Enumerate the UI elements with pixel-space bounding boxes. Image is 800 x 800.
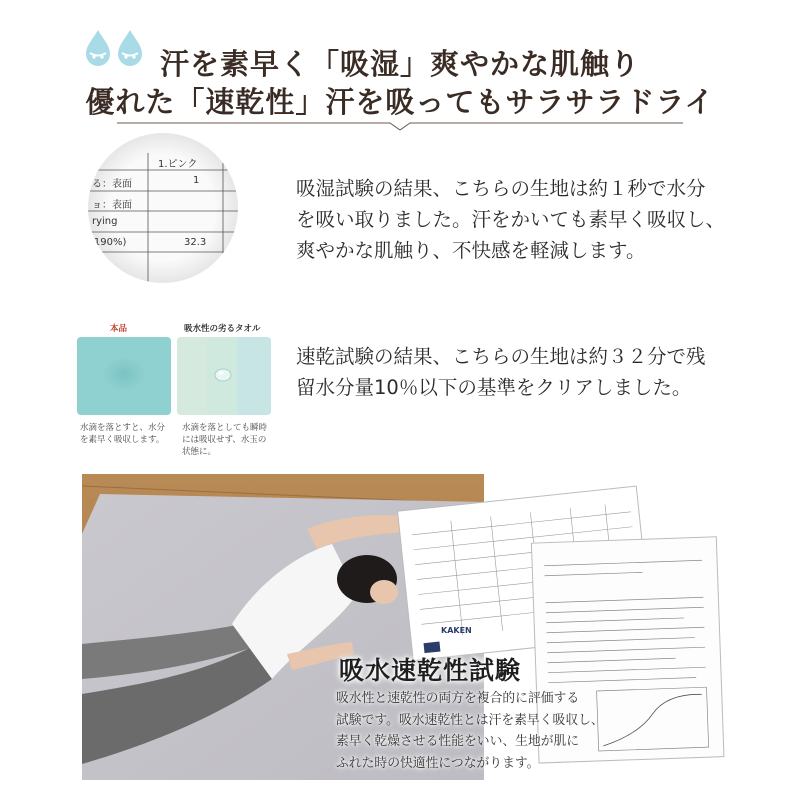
headline-line-1: 汗を素早く「吸湿」爽やかな肌触り [159, 47, 640, 81]
table-row-label: ョ：表面 [92, 200, 132, 211]
product-label: 本品 [110, 324, 128, 334]
test-sheet-zoom [88, 133, 238, 283]
moisture-test-description: 吸湿試験の結果、こちらの生地は約１秒で水分 を吸い取りました。汗をかいても素早く吸収し、 爽やかな肌触り、不快感を軽減します。 [296, 177, 726, 262]
product-fabric-swatch [77, 337, 171, 415]
table-row-value: 32.3 [184, 237, 207, 248]
comparison-caption: 水滴を落としても瞬時 には吸収せず、水玉の 状態に。 [182, 423, 268, 457]
header-divider [117, 118, 683, 132]
table-row-label: (190%) [90, 237, 127, 248]
table-row-label: る：表面 [92, 179, 132, 190]
headline-line-2: 優れた「速乾性」汗を吸ってもサラサラドライ [85, 85, 715, 119]
comparison-label: 吸水性の劣るタオル [184, 324, 261, 334]
absorb-dry-test-body: 吸水性と速乾性の両方を複合的に評価する 試験です。吸水速乾性とは汗を素早く吸収し、 素早く乾燥させる性能をいい、生地が肌に ふれた時の快適性につながります。 [336, 691, 604, 771]
absorb-dry-test-title: 吸水速乾性試験 [339, 656, 522, 685]
comparison-towel-swatch [177, 337, 271, 415]
table-header-cell: 1.ピンク [158, 159, 198, 170]
drying-test-description: 速乾試験の結果、こちらの生地は約３２分で残 留水分量10％以下の基準をクリアしました。 [296, 345, 706, 399]
product-caption: 水滴を落とすと、水分 を素早く吸収します。 [80, 423, 166, 445]
table-row-value: 1 [193, 175, 200, 186]
table-row-label: rying [92, 216, 118, 227]
report-logo: KAKEN [441, 626, 472, 635]
